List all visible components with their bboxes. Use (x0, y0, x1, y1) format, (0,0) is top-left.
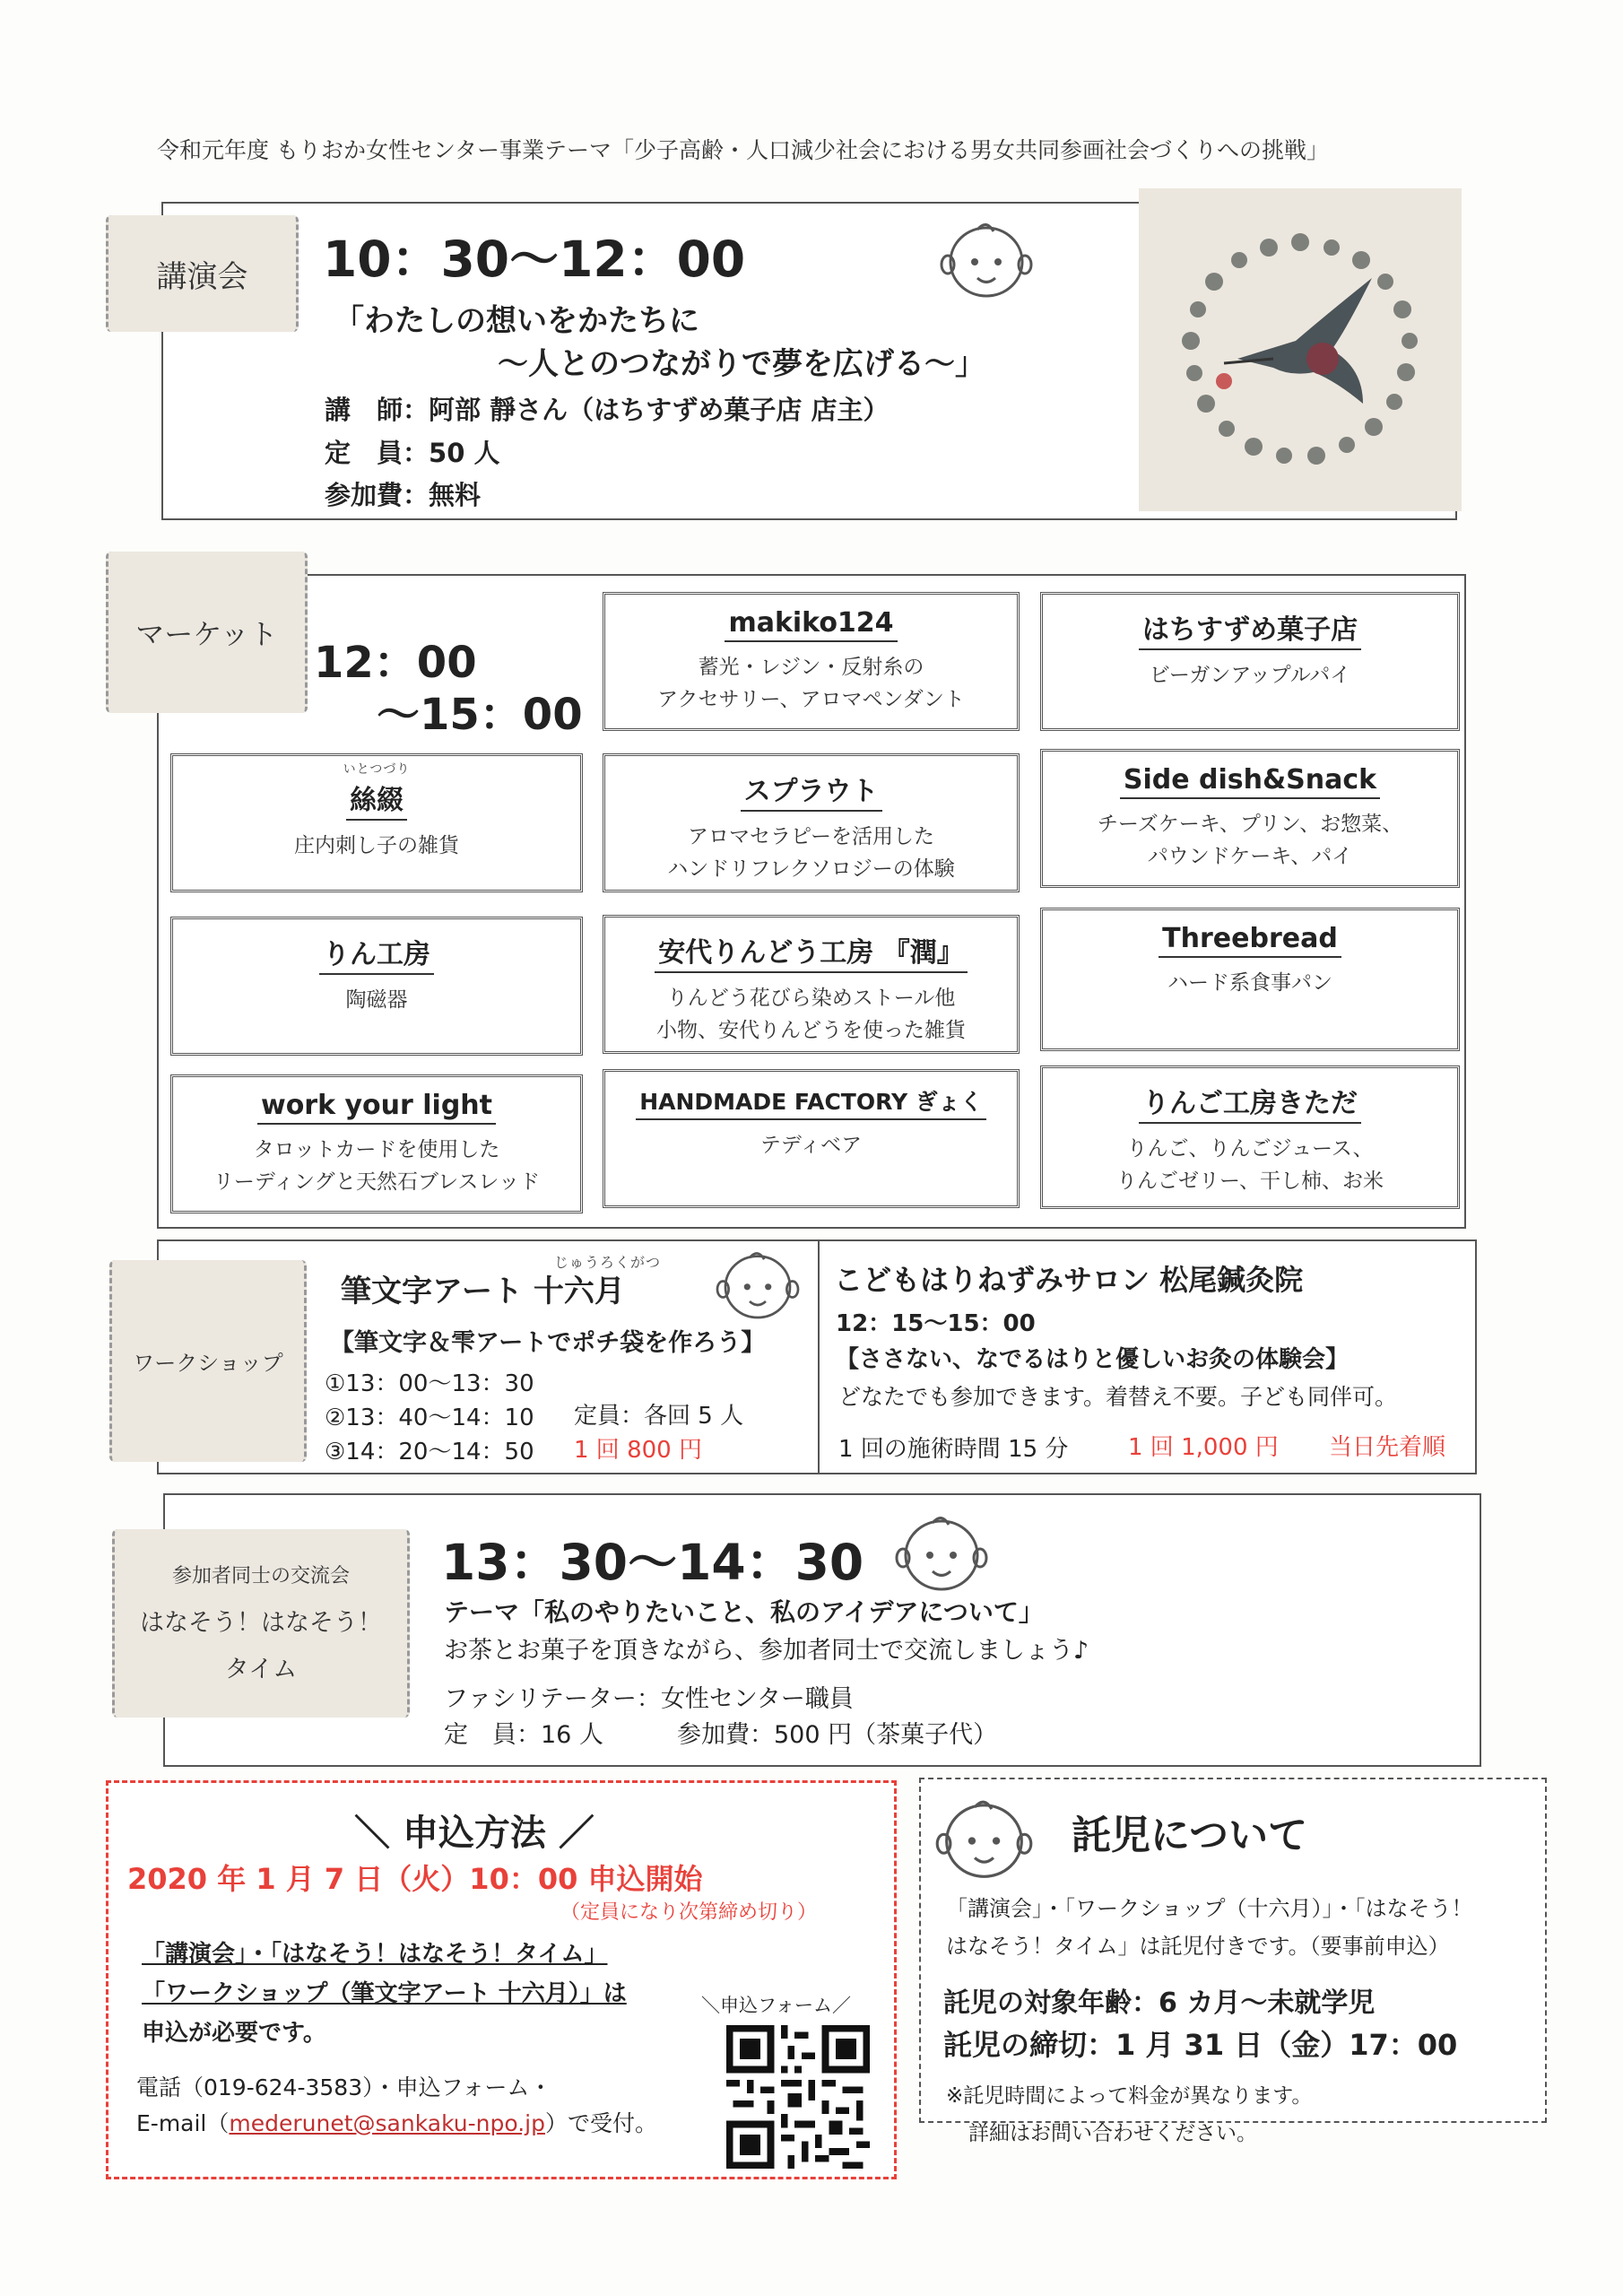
email-suffix: ）で受付。 (544, 2110, 657, 2136)
shop-desc: パウンドケーキ、パイ (1147, 845, 1353, 868)
shop-name: りんご工房きただ (1139, 1081, 1361, 1124)
slash-left-icon: ＼ (354, 1813, 403, 1854)
shop-desc: ビーガンアップルパイ (1149, 664, 1351, 687)
shop-card (1040, 749, 1460, 888)
workshop-tag-label: ワークショップ (133, 1351, 283, 1376)
header-theme: 令和元年度 もりおか女性センター事業テーマ「少子高齢・人口減少社会における男女共同参画社会づくりへの挑戦」 (157, 137, 1329, 163)
shop-card (603, 1069, 1020, 1208)
apply-contact-2 (136, 2106, 657, 2138)
shop-desc: リーディングと天然石ブレスレッド (213, 1170, 541, 1194)
market-time-start: 12：00 (314, 638, 477, 688)
exchange-tag (112, 1529, 410, 1718)
slash-right-icon: ／ (545, 1813, 595, 1854)
shop-card (1040, 908, 1460, 1051)
childcare-age: 託児の対象年齢：6 カ月〜未就学児 (943, 1987, 1376, 2019)
market-tag-label: マーケット (135, 617, 278, 651)
shop-card (603, 592, 1020, 731)
shop-desc: ハード系食事パン (1167, 971, 1332, 995)
shop-desc: りんご、りんごジュース、 (1126, 1137, 1374, 1161)
fee-value: 無料 (429, 480, 482, 510)
shop-desc: テディベア (759, 1134, 863, 1157)
shop-desc: 陶磁器 (345, 988, 408, 1012)
lecture-title-1: 「わたしの想いをかたちに (334, 303, 699, 339)
childcare-deadline: 託児の締切：1 月 31 日（金）17：00 (943, 2028, 1458, 2062)
capacity-value: 50 人 (429, 438, 500, 468)
shop-card (170, 917, 583, 1056)
speaker-label: 講 師： (325, 395, 430, 425)
workshop-capacity: 定員：各回 5 人 (574, 1403, 744, 1430)
shop-ruby: いとつづり (343, 762, 411, 777)
shop-desc: 小物、安代りんどうを使った雑貨 (656, 1019, 966, 1042)
workshop-subtitle: 【筆文字＆雫アートでポチ袋を作ろう】 (330, 1329, 766, 1357)
shop-name: はちすずめ菓子店 (1139, 607, 1361, 650)
shop-desc: 蓄光・レジン・反射糸の (698, 656, 924, 679)
hummingbird-wreath-illustration (1139, 188, 1462, 511)
shop-card (1040, 592, 1460, 731)
salon-duration: 1 回の施術時間 15 分 (838, 1436, 1069, 1463)
shop-name: Side dish&Snack (1120, 764, 1380, 799)
salon-order: 当日先着順 (1329, 1434, 1446, 1461)
lecture-tag-label: 講演会 (156, 258, 248, 295)
lecture-capacity (325, 433, 499, 470)
shop-card (603, 753, 1020, 892)
apply-note: （定員になり次第締め切り） (560, 1901, 818, 1924)
workshop-slot-1: ①13：00〜13：30 (325, 1370, 534, 1397)
shop-name: Threebread (1159, 923, 1341, 958)
lecture-fee (325, 475, 481, 512)
exchange-desc: お茶とお菓子を頂きながら、参加者同士で交流しましょう♪ (444, 1637, 1089, 1665)
exchange-theme: テーマ「私のやりたいこと、私のアイデアについて」 (444, 1597, 1044, 1627)
apply-contact-1: 電話（019-624-3583）・申込フォーム・ (136, 2074, 552, 2100)
salon-time: 12：15〜15：00 (836, 1310, 1036, 1337)
speaker-value: 阿部 靜さん（はちすずめ菓子店 店主） (429, 395, 890, 425)
apply-title-label: 申込方法 (402, 1813, 546, 1854)
lecture-tag (106, 215, 299, 332)
shop-card (170, 753, 583, 892)
exchange-time: 13：30〜14：30 (441, 1534, 864, 1591)
apply-line-2: 「ワークショップ（筆文字アート 十六月）」は (142, 1980, 627, 2007)
shop-desc: りんどう花びら染めストール他 (666, 987, 956, 1010)
market-time-end: 〜15：00 (377, 690, 583, 740)
apply-title (354, 1805, 595, 1856)
baby-face-icon (937, 215, 1036, 305)
salon-price: 1 回 1,000 円 (1128, 1434, 1279, 1461)
workshop-price: 1 回 800 円 (574, 1437, 702, 1464)
baby-face-icon (713, 1245, 803, 1326)
apply-line-3: 申込が必要です。 (142, 2020, 326, 2047)
salon-subtitle: 【ささない、なでるはりと優しいお灸の体験会】 (836, 1346, 1350, 1373)
shop-name: 絲綴 (346, 778, 407, 821)
shop-desc: チーズケーキ、プリン、お惣菜、 (1097, 813, 1403, 836)
salon-desc: どなたでも参加できます。着替え不要。子ども同伴可。 (838, 1384, 1398, 1410)
childcare-title: 託児について (1072, 1813, 1308, 1858)
shop-name: 安代りんどう工房 『潤』 (655, 930, 967, 973)
baby-face-icon (933, 1792, 1036, 1886)
childcare-note-1: ※託児時間によって料金が異なります。 (946, 2084, 1313, 2108)
shop-desc: ハンドリフレクソロジーの体験 (667, 857, 955, 881)
childcare-line-2: はなそう！タイム」は託児付きです。（要事前申込） (946, 1934, 1450, 1959)
shop-name: makiko124 (725, 607, 897, 642)
exchange-tag-line2: はなそう！はなそう！ (140, 1609, 382, 1637)
email-link[interactable]: mederunet@sankaku-npo.jp (229, 2110, 545, 2136)
baby-face-icon (892, 1509, 991, 1598)
section-divider (818, 1239, 820, 1474)
lecture-title-2: 〜人とのつながりで夢を広げる〜」 (498, 346, 985, 382)
shop-card (1040, 1065, 1460, 1209)
capacity-label: 定 員： (325, 438, 430, 468)
exchange-tag-line1: 参加者同士の交流会 (171, 1565, 350, 1587)
market-tag (106, 552, 308, 713)
shop-desc: 庄内刺し子の雑貨 (294, 834, 459, 857)
workshop-title: 筆文字アート 十六月 (341, 1274, 625, 1309)
childcare-note-2: 詳細はお問い合わせください。 (968, 2122, 1257, 2145)
exchange-facilitator: ファシリテーター：女性センター職員 (444, 1685, 854, 1713)
shop-card (603, 915, 1020, 1054)
fee-label: 参加費： (325, 480, 430, 510)
salon-title: こどもはりねずみサロン 松尾鍼灸院 (834, 1263, 1304, 1297)
shop-name: りん工房 (319, 932, 434, 975)
childcare-line-1: 「講演会」・「ワークショップ（十六月）」・「はなそう！ (946, 1896, 1473, 1921)
workshop-slot-3: ③14：20〜14：50 (325, 1439, 534, 1465)
email-prefix: E-mail（ (136, 2110, 230, 2136)
exchange-fee: 参加費：500 円（茶菓子代） (677, 1721, 998, 1749)
shop-desc: りんごゼリー、干し柿、お米 (1115, 1170, 1384, 1193)
shop-card (170, 1074, 583, 1213)
exchange-tag-line3: タイム (224, 1656, 298, 1683)
shop-name: HANDMADE FACTORY ぎょく (636, 1084, 986, 1120)
workshop-ruby: じゅうろくがつ (554, 1254, 662, 1271)
shop-name: work your light (257, 1090, 496, 1125)
exchange-capacity: 定 員：16 人 (444, 1721, 603, 1749)
workshop-slot-2: ②13：40〜14：10 (325, 1405, 534, 1431)
shop-desc: タロットカードを使用した (253, 1138, 500, 1161)
apply-line-1: 「講演会」・「はなそう！はなそう！タイム」 (142, 1941, 608, 1968)
lecture-time: 10：30〜12：00 (323, 230, 746, 288)
form-label: ＼申込フォーム／ (701, 1995, 851, 2016)
workshop-tag (109, 1260, 307, 1462)
apply-start: 2020 年 1 月 7 日（火）10：00 申込開始 (127, 1862, 703, 1896)
lecture-speaker (325, 390, 890, 427)
shop-desc: アクセサリー、アロマペンダント (657, 688, 965, 711)
shop-desc: アロマセラピーを活用した (687, 825, 935, 848)
shop-name: スプラウト (741, 769, 882, 812)
qr-code-icon[interactable] (726, 2025, 870, 2169)
